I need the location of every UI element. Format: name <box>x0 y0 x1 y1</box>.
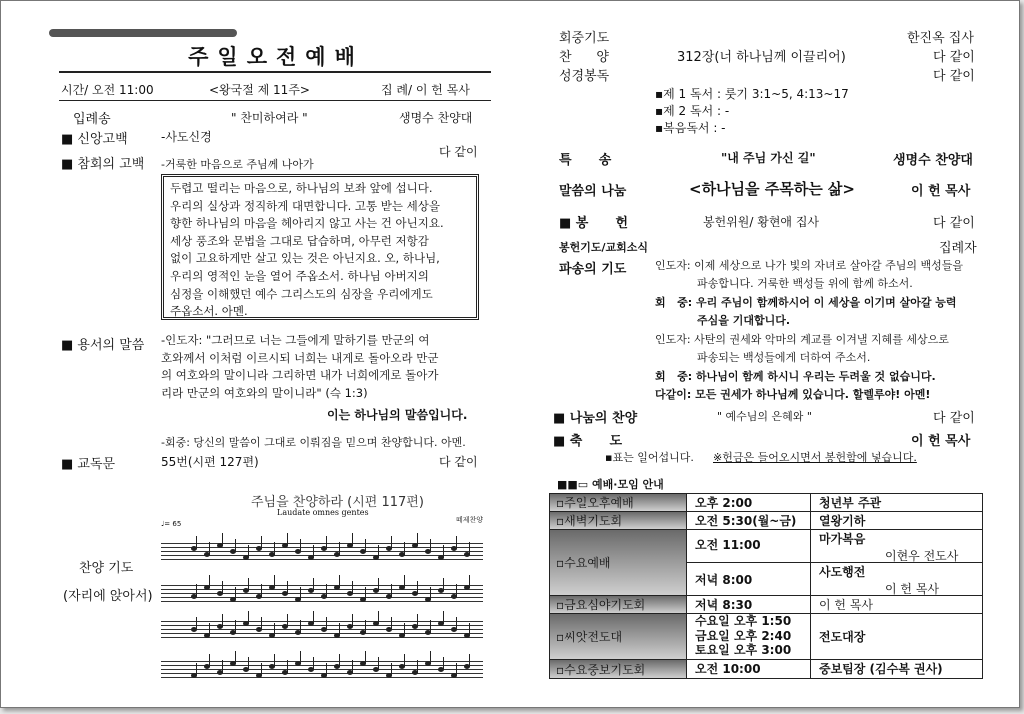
sending-line: 파송합니다. 거룩한 백성들 위에 함께 하소서. <box>697 277 913 290</box>
hymn-label: 찬 양 <box>559 50 609 65</box>
schedule-info: 전도대장 <box>810 614 982 660</box>
note-stem <box>248 611 249 624</box>
note-stem <box>352 660 353 673</box>
sending-label: 파송의 기도 <box>559 262 627 277</box>
note-stem <box>287 533 288 546</box>
note-stem <box>404 542 405 555</box>
header-rule <box>59 100 491 101</box>
note-stem <box>378 578 379 591</box>
staff-line <box>161 621 483 622</box>
note-stem <box>391 536 392 549</box>
title-rule <box>59 71 491 73</box>
schedule-name: ▫새벽기도회 <box>550 512 686 530</box>
presider: 집 례/ 이 헌 목사 <box>381 83 470 97</box>
staff-line <box>161 589 483 590</box>
hymn-subtitle: Laudate omnes gentes <box>277 508 369 517</box>
schedule-info-line: 이 헌 목사 <box>885 582 939 596</box>
note-stem <box>300 539 301 552</box>
note-stem <box>222 614 223 627</box>
note-stem <box>313 578 314 591</box>
note-stem <box>352 533 353 546</box>
confession-line: 없이 고요하게만 살고 있는 것은 아닌지요. 오, 하나님, <box>170 251 440 266</box>
absolution-line: 리라 만군의 여호와의 말이니라" (슥 1:3) <box>161 385 368 400</box>
note-stem <box>339 623 340 636</box>
note-stem <box>222 533 223 546</box>
note-stem <box>235 651 236 664</box>
hymn-prayer-sub: (자리에 앉아서) <box>63 589 153 604</box>
sharing-hymn-title: " 예수님의 은혜와 " <box>717 410 812 423</box>
note-stem <box>274 654 275 667</box>
staff-line <box>161 559 483 560</box>
schedule-name: ▫씨앗전도대 <box>550 614 686 660</box>
note-stem <box>300 620 301 633</box>
note-stem <box>235 620 236 633</box>
note-stem <box>248 578 249 591</box>
note-stem <box>430 587 431 600</box>
note-stem <box>339 542 340 555</box>
note-stem <box>378 657 379 670</box>
litany-label: ■ 교독문 <box>61 457 116 472</box>
note-stem <box>456 584 457 597</box>
note-stem <box>456 617 457 630</box>
hymn-title: 주님을 찬양하라 (시편 117편) <box>251 495 424 510</box>
note-stem <box>391 617 392 630</box>
note-stem <box>365 587 366 600</box>
note-stem <box>430 620 431 633</box>
note-stem <box>469 542 470 555</box>
note-stem <box>326 617 327 630</box>
sending-line: 인도자: 사탄의 권세와 악마의 계교를 이겨낼 지혜를 세상으로 <box>655 333 949 346</box>
note-stem <box>196 617 197 630</box>
offering-notice: ※헌금은 들어오시면서 봉헌함에 넣습니다. <box>713 451 917 464</box>
absolution-line: 호와께서 이처럼 이르시되 너희는 내게로 돌아오라 만군 <box>161 350 439 365</box>
schedule-time: 오후 2:00 <box>686 494 810 512</box>
note-stem <box>326 663 327 676</box>
schedule-info-line: 이현우 전도사 <box>885 549 959 563</box>
schedule-time: 저녁 8:00 <box>686 563 810 596</box>
note-stem <box>196 536 197 549</box>
schedule-info: 청년부 주관 <box>810 494 982 512</box>
offering-label: ■ 봉 헌 <box>559 216 629 231</box>
sermon-title: <하나님을 주목하는 삶> <box>689 180 855 198</box>
absolution-line: -인도자: "그러므로 너는 그들에게 말하기를 만군의 여 <box>161 333 430 347</box>
score-system-1 <box>161 533 483 613</box>
note-stem <box>391 584 392 597</box>
note-stem <box>274 623 275 636</box>
reading-by: 다 같이 <box>933 69 975 84</box>
note-stem <box>339 575 340 588</box>
reading-label: 성경봉독 <box>559 69 610 84</box>
note-stem <box>287 581 288 594</box>
staff-line <box>161 601 483 602</box>
sermon-by: 이 헌 목사 <box>911 184 971 199</box>
note-stem <box>209 575 210 588</box>
offering-prayer-label: 봉헌기도/교회소식 <box>559 241 649 254</box>
service-time: 시간/ 오전 11:00 <box>61 83 154 97</box>
season: <왕국절 제 11주> <box>209 83 310 97</box>
sharing-hymn-label: ■ 나눔의 찬양 <box>553 411 638 426</box>
guide-heading: ■■▭ 예배·모임 안내 <box>557 478 664 491</box>
special-title: "내 주님 가신 길" <box>721 151 816 165</box>
note-stem <box>417 581 418 594</box>
note-stem <box>248 657 249 670</box>
confession-line: 심정을 이해했던 예수 그리스도의 심장을 우리에게도 <box>170 286 433 301</box>
note-stem <box>326 584 327 597</box>
hymn-credit: 떼제찬양 <box>456 516 484 524</box>
service-title: 주일오전예배 <box>188 45 364 69</box>
schedule-time-line: 토요일 오후 3:00 <box>695 643 792 657</box>
note-stem <box>326 536 327 549</box>
note-stem <box>196 663 197 676</box>
benediction-by: 이 헌 목사 <box>911 434 971 449</box>
litany-value: 55번(시편 127편) <box>161 455 259 469</box>
sending-line: 인도자: 이제 세상으로 나가 빛의 자녀로 살아갈 주님의 백성들을 <box>655 259 963 272</box>
note-stem <box>378 545 379 558</box>
note-stem <box>196 584 197 597</box>
schedule-name: ▫금요심야기도회 <box>550 596 686 614</box>
note-stem <box>274 542 275 555</box>
offering-prayer-by: 집례자 <box>939 241 977 256</box>
creed-label: ■ 신앙고백 <box>61 132 128 147</box>
note-stem <box>430 651 431 664</box>
reading-item: ▪복음독서 : - <box>655 121 726 135</box>
note-stem <box>391 663 392 676</box>
litany-by: 다 같이 <box>439 455 478 469</box>
sharing-hymn-by: 다 같이 <box>933 411 975 426</box>
hymn-by: 다 같이 <box>933 50 975 65</box>
sending-line: 파송되는 백성들에게 더하여 주소서. <box>697 351 871 364</box>
standing-note: ▪표는 일어섭니다. <box>605 451 694 464</box>
reading-item: ▪제 2 독서 : - <box>655 104 730 118</box>
confession-line: 두렵고 떨리는 마음으로, 하나님의 보좌 앞에 섭니다. <box>170 181 433 195</box>
note-stem <box>443 545 444 558</box>
confession-line: 우리의 영적인 눈을 열어 주옵소서. 하나님 아버지의 <box>170 268 429 283</box>
note-stem <box>430 539 431 552</box>
note-stem <box>378 611 379 624</box>
note-stem <box>443 611 444 624</box>
note-stem <box>404 623 405 636</box>
note-stem <box>209 542 210 555</box>
note-stem <box>209 654 210 667</box>
note-stem <box>261 584 262 597</box>
confession-line: 우리의 실상과 정직하게 대면합니다. 고통 받는 세상을 <box>170 198 440 213</box>
absolution-line: 의 여호와의 말이니라 그리하면 내가 너희에게로 돌아가 <box>161 368 439 383</box>
sending-line: 회 중: 우리 주님이 함께하시어 이 세상을 이기며 살아갈 능력 <box>655 296 957 309</box>
note-stem <box>469 654 470 667</box>
schedule-info: 중보팀장 (김수복 권사) <box>810 660 982 678</box>
note-stem <box>352 614 353 627</box>
special-by: 생명수 찬양대 <box>893 153 973 168</box>
schedule-time: 오전 10:00 <box>686 660 810 678</box>
note-stem <box>352 581 353 594</box>
absolution-response: -회중: 당신의 말씀이 그대로 이뤄짐을 믿으며 찬양합니다. 아멘. <box>161 436 466 449</box>
note-stem <box>417 660 418 673</box>
confession-prayer-box <box>161 174 479 320</box>
note-stem <box>469 623 470 636</box>
schedule-info: 이 헌 목사 <box>810 596 982 614</box>
offering-value: 봉헌위원/ 황현애 집사 <box>703 215 820 229</box>
schedule-info <box>810 530 982 563</box>
schedule-time <box>686 614 810 660</box>
confession-by: 다 같이 <box>439 145 478 159</box>
hymn-tempo: ♩= 65 <box>161 520 182 528</box>
note-stem <box>456 663 457 676</box>
note-stem <box>404 654 405 667</box>
confession-intro: -거룩한 마음으로 주님께 나아가 <box>161 158 314 171</box>
entrance-title: " 찬미하여라 " <box>231 111 308 125</box>
sermon-label: 말씀의 나눔 <box>559 184 627 199</box>
note-stem <box>287 614 288 627</box>
note-stem <box>235 587 236 600</box>
entrance-label: 입례송 <box>73 112 111 127</box>
schedule-name: ▫주일오후예배 <box>550 494 686 512</box>
hymn-prayer-label: 찬양 기도 <box>79 561 134 576</box>
note-stem <box>313 657 314 670</box>
absolution-label: ■ 용서의 말씀 <box>61 338 145 353</box>
note-stem <box>456 536 457 549</box>
confession-line: 세상 풍조와 문법을 그대로 답습하며, 아무런 저항감 <box>170 233 429 248</box>
schedule-name: ▫수요중보기도회 <box>550 660 686 678</box>
schedule-time-line: 수요일 오후 1:50 <box>695 614 792 628</box>
decorative-bar <box>49 29 237 37</box>
note-stem <box>222 581 223 594</box>
note-stem <box>443 578 444 591</box>
note-stem <box>313 545 314 558</box>
special-label: 특 송 <box>559 153 612 168</box>
note-stem <box>300 587 301 600</box>
schedule-info-line: 사도행전 <box>819 565 866 579</box>
note-stem <box>300 651 301 664</box>
note-stem <box>235 539 236 552</box>
confession-line: 향한 하나님의 마음을 헤아리지 않고 사는 건 아닌지요. <box>170 216 444 231</box>
note-stem <box>261 617 262 630</box>
reading-item: ▪제 1 독서 : 룻기 3:1~5, 4:13~17 <box>655 87 849 101</box>
note-stem <box>287 660 288 673</box>
prayer-label: 회중기도 <box>559 31 610 46</box>
offering-by: 다 같이 <box>933 216 975 231</box>
schedule-info: 열왕기하 <box>810 512 982 530</box>
hymn-value: 312장(너 하나님께 이끌리어) <box>677 50 846 65</box>
confession-line: 주옵소서. 아멘. <box>170 304 248 319</box>
note-stem <box>222 660 223 673</box>
sending-line: 주심을 기대합니다. <box>697 314 791 327</box>
benediction-label: ■ 축 도 <box>553 434 623 449</box>
schedule-time: 오전 11:00 <box>686 530 810 563</box>
note-stem <box>248 545 249 558</box>
note-stem <box>365 620 366 633</box>
note-stem <box>417 614 418 627</box>
note-stem <box>417 533 418 546</box>
staff-line <box>161 669 483 670</box>
note-stem <box>209 623 210 636</box>
note-stem <box>365 651 366 664</box>
creed-value: -사도신경 <box>161 130 212 144</box>
prayer-by: 한진옥 집사 <box>907 31 974 46</box>
confession-label: ■ 참회의 고백 <box>61 157 145 172</box>
schedule-name: ▫수요예배 <box>550 530 686 596</box>
entrance-by: 생명수 찬양대 <box>399 111 473 125</box>
schedule-time-line: 금요일 오후 2:40 <box>695 628 792 643</box>
schedule-info-line: 마가복음 <box>819 532 866 546</box>
note-stem <box>261 536 262 549</box>
schedule-time: 저녁 8:30 <box>686 596 810 614</box>
sending-line: 회 중: 하나님이 함께 하시니 우리는 두려울 것 없습니다. <box>655 370 936 383</box>
note-stem <box>261 663 262 676</box>
score-system-2 <box>161 613 483 679</box>
note-stem <box>313 611 314 624</box>
note-stem <box>404 575 405 588</box>
schedule-table <box>549 493 983 679</box>
schedule-time: 오전 5:30(월~금) <box>686 512 810 530</box>
absolution-closing: 이는 하나님의 말씀입니다. <box>327 408 468 422</box>
note-stem <box>443 657 444 670</box>
schedule-info <box>810 563 982 596</box>
note-stem <box>339 654 340 667</box>
staff-line <box>161 637 483 638</box>
note-stem <box>365 539 366 552</box>
note-stem <box>274 575 275 588</box>
absolution-text <box>161 332 491 402</box>
note-stem <box>469 575 470 588</box>
sending-line: 다같이: 모든 권세가 하나님께 있습니다. 할렐루야! 아멘! <box>655 388 931 401</box>
